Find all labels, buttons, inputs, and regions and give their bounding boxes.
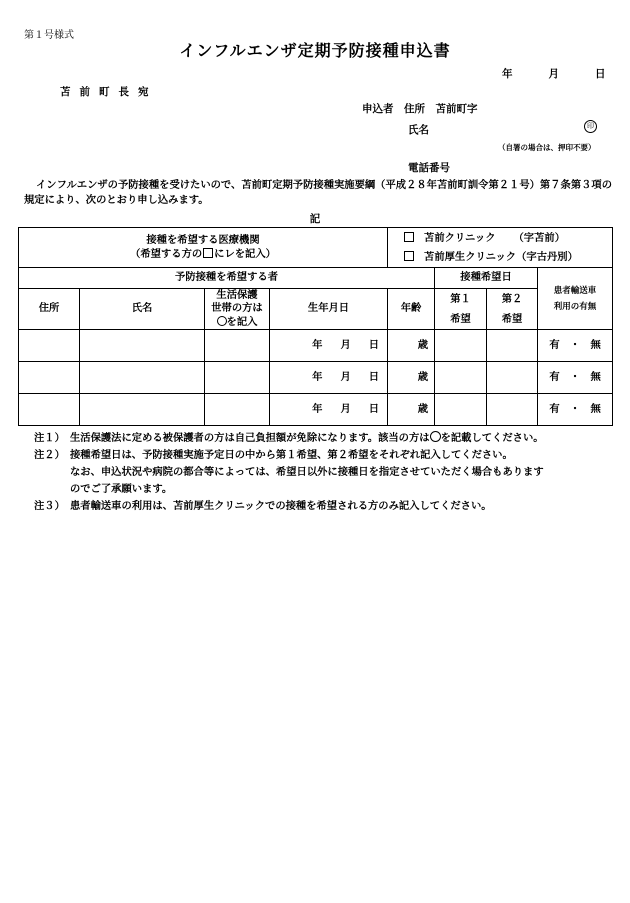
name-cell[interactable] (80, 330, 205, 362)
table-row (19, 362, 613, 394)
seal-mark: 印 (584, 120, 597, 133)
col-pref1: 第１ 希望 (435, 289, 487, 330)
applicant-address-label: 申込者 住所 苫前町字 (362, 103, 478, 115)
facility-sublabel: （希望する方の にレを記入） (130, 247, 276, 260)
seal-note: （自署の場合は、押印不要） (498, 143, 596, 152)
pref1-cell[interactable] (435, 330, 487, 362)
facility-label-cell (19, 228, 388, 268)
note-2: 注２） 接種希望日は、予防接種実施予定日の中から第１希望、第２希望をそれぞれ記入してください。 なお、申込状況や病院の都合等によっては、希望日以外に接種日を指定させていただく場合もあります のでご了承願います。 (34, 449, 544, 495)
transport-cell[interactable]: 有 ・ 無 (538, 330, 613, 362)
transport-header: 患者輸送車 利用の有無 (538, 268, 613, 330)
intro-paragraph: インフルエンザの予防接種を受けたいので、苫前町定期予防接種実施要綱（平成２８年苫前町訓令第２１号）第７条第３項の規定により、次のとおり申し込みます。 (24, 179, 613, 206)
address-cell[interactable] (19, 362, 80, 394)
clinic-option-1[interactable]: 苫前クリニック （字苫前） (404, 229, 612, 248)
address-cell[interactable] (19, 330, 80, 362)
col-address: 住所 (19, 289, 80, 330)
transport-cell[interactable]: 有 ・ 無 (538, 394, 613, 426)
address-cell[interactable] (19, 394, 80, 426)
date-day: 日 (595, 68, 606, 80)
pref1-cell[interactable] (435, 394, 487, 426)
applicant-phone-label: 電話番号 (408, 162, 450, 174)
pref2-cell[interactable] (487, 362, 538, 394)
notes (34, 430, 544, 515)
age-cell[interactable]: 歳 (388, 330, 435, 362)
welfare-cell[interactable] (205, 394, 270, 426)
note-3: 注３） 患者輸送車の利用は、苫前厚生クリニックでの接種を希望される方のみ記入してください。 (34, 500, 492, 512)
circle-mark-icon (217, 316, 227, 326)
table-row (19, 394, 613, 426)
ki-heading: 記 (309, 213, 321, 225)
facility-options-cell (388, 228, 613, 268)
dob-cell[interactable]: 年 月 日 (270, 330, 388, 362)
checkbox-icon[interactable] (404, 251, 414, 261)
col-name: 氏名 (80, 289, 205, 330)
note-1: 注１） 生活保護法に定める被保護者の方は自己負担額が免除になります。該当の方は を記載してください。 (34, 432, 544, 444)
welfare-cell[interactable] (205, 330, 270, 362)
age-cell[interactable]: 歳 (388, 394, 435, 426)
addressee: 苫前町長宛 (60, 86, 158, 98)
welfare-cell[interactable] (205, 362, 270, 394)
facility-label: 接種を希望する医療機関 (146, 234, 260, 247)
pref2-cell[interactable] (487, 330, 538, 362)
circle-mark-icon (430, 431, 441, 442)
dob-cell[interactable]: 年 月 日 (270, 394, 388, 426)
checkbox-icon[interactable] (404, 232, 414, 242)
col-dob: 生年月日 (270, 289, 388, 330)
col-age: 年齢 (388, 289, 435, 330)
date-year: 年 (502, 68, 513, 80)
table-row (19, 330, 613, 362)
application-table (18, 227, 613, 426)
checkbox-sample-icon (203, 248, 213, 258)
dob-cell[interactable]: 年 月 日 (270, 362, 388, 394)
group-person-header: 予防接種を希望する者 (19, 268, 435, 289)
name-cell[interactable] (80, 394, 205, 426)
age-cell[interactable]: 歳 (388, 362, 435, 394)
name-cell[interactable] (80, 362, 205, 394)
form-number: 第１号様式 (24, 30, 74, 41)
col-pref2: 第２ 希望 (487, 289, 538, 330)
date-month: 月 (548, 68, 559, 80)
date-line (502, 66, 606, 81)
applicant-name-label: 氏名 (408, 124, 429, 136)
clinic-option-2[interactable]: 苫前厚生クリニック（字古丹別） (404, 248, 612, 267)
col-welfare: 生活保護 世帯の方は を記入 (205, 289, 270, 330)
page-title: インフルエンザ定期予防接種申込書 (179, 41, 451, 60)
transport-cell[interactable]: 有 ・ 無 (538, 362, 613, 394)
pref1-cell[interactable] (435, 362, 487, 394)
group-date-header: 接種希望日 (435, 268, 538, 289)
pref2-cell[interactable] (487, 394, 538, 426)
